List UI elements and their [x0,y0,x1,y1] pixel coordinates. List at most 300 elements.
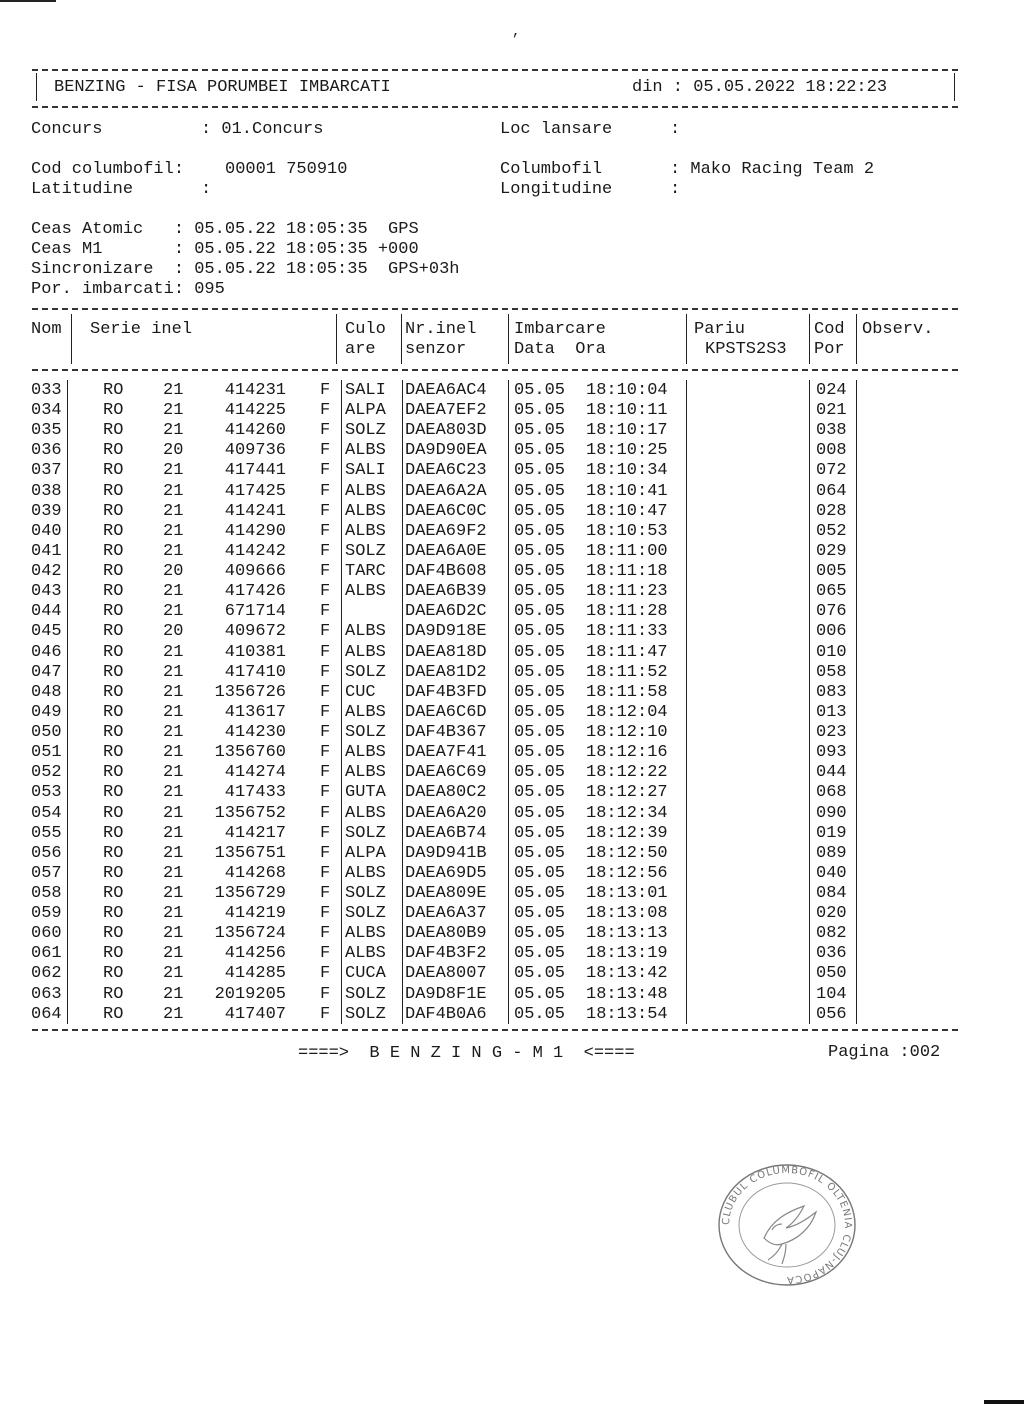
cell-time: 18:11:18 [586,562,668,581]
cell-time: 18:12:34 [586,804,668,823]
cell-color: TARC [345,562,386,581]
columbofil-label: Columbofil [500,160,603,179]
cell-country: RO [103,904,124,923]
cell-year: 21 [163,461,184,480]
cell-year: 21 [163,864,184,883]
cell-cod-por: 005 [816,562,847,581]
cell-time: 18:11:52 [586,663,668,682]
cell-color: ALBS [345,703,386,722]
club-seal-stamp [712,1160,862,1290]
cell-ring: 414242 [224,542,286,561]
cell-date: 05.05 [514,502,566,521]
cell-ring: 414290 [224,522,286,541]
table-row [0,482,1024,502]
cell-color: SOLZ [345,985,386,1004]
longitudine-value: : [670,180,681,199]
cell-country: RO [103,502,124,521]
cell-nom: 049 [31,703,62,722]
table-row [0,703,1024,723]
cell-country: RO [103,743,124,762]
cell-nom: 061 [31,944,62,963]
header-top-border [32,69,958,71]
cell-nom: 035 [31,421,62,440]
col-header-observ: Observ. [862,320,934,339]
cell-ring: 1356752 [214,804,286,823]
cell-year: 21 [163,985,184,1004]
table-row [0,461,1024,481]
cell-nom: 057 [31,864,62,883]
cell-ring: 414225 [224,401,286,420]
cell-year: 21 [163,1005,184,1024]
cell-sex: F [320,381,331,400]
cell-sensor: DAEA69F2 [405,522,487,541]
cell-time: 18:12:50 [586,844,668,863]
cell-country: RO [103,924,124,943]
cell-time: 18:12:10 [586,723,668,742]
table-row [0,381,1024,401]
page-number: Pagina :002 [828,1043,941,1062]
cell-color: SOLZ [345,1005,386,1024]
cell-color: SOLZ [345,723,386,742]
cell-sex: F [320,622,331,641]
cell-country: RO [103,643,124,662]
cell-date: 05.05 [514,904,566,923]
cell-nom: 054 [31,804,62,823]
cell-country: RO [103,542,124,561]
table-row [0,522,1024,542]
cell-sensor: DA9D90EA [405,441,487,460]
cell-date: 05.05 [514,542,566,561]
cell-country: RO [103,441,124,460]
columbofil-value: : Mako Racing Team 2 [670,160,875,179]
cell-ring: 409666 [224,562,286,581]
cell-year: 21 [163,502,184,521]
cell-sensor: DAEA80B9 [405,924,487,943]
concurs-value: : 01.Concurs [201,120,324,139]
cell-sex: F [320,763,331,782]
cell-color: ALBS [345,502,386,521]
cell-country: RO [103,763,124,782]
cell-date: 05.05 [514,381,566,400]
cell-nom: 055 [31,824,62,843]
cell-ring: 417426 [224,582,286,601]
cell-sex: F [320,924,331,943]
cell-nom: 063 [31,985,62,1004]
col-header-por: Por [814,340,845,359]
cell-sensor: DA9D918E [405,622,487,641]
cell-date: 05.05 [514,924,566,943]
cell-cod-por: 076 [816,602,847,621]
cell-sensor: DAF4B0A6 [405,1005,487,1024]
cell-date: 05.05 [514,421,566,440]
col-header-culoare-1: Culo [345,320,386,339]
porumbei-imbarcati: Por. imbarcati: 095 [31,280,225,299]
table-row [0,884,1024,904]
table-row [0,763,1024,783]
cell-sensor: DAEA6B39 [405,582,487,601]
cell-country: RO [103,723,124,742]
cell-year: 21 [163,904,184,923]
cell-nom: 043 [31,582,62,601]
cell-ring: 414219 [224,904,286,923]
cell-sensor: DAEA6D2C [405,602,487,621]
cell-country: RO [103,582,124,601]
cell-sensor: DAEA809E [405,884,487,903]
table-row [0,502,1024,522]
col-header-culoare-2: are [345,340,376,359]
table-row [0,542,1024,562]
cell-cod-por: 089 [816,844,847,863]
cell-cod-por: 044 [816,763,847,782]
cell-date: 05.05 [514,582,566,601]
cell-time: 18:10:53 [586,522,668,541]
cell-time: 18:11:28 [586,602,668,621]
cell-country: RO [103,401,124,420]
cell-cod-por: 050 [816,964,847,983]
cell-time: 18:12:16 [586,743,668,762]
cell-nom: 039 [31,502,62,521]
table-row [0,985,1024,1005]
cell-nom: 047 [31,663,62,682]
cell-sex: F [320,542,331,561]
cell-color: ALBS [345,582,386,601]
table-row [0,643,1024,663]
cell-time: 18:11:33 [586,622,668,641]
cell-time: 18:11:47 [586,643,668,662]
col-header-pariu: Pariu [694,320,746,339]
col-header-data-ora: Data Ora [514,340,606,359]
scan-speck: , [512,24,521,40]
table-row [0,904,1024,924]
cell-year: 20 [163,562,184,581]
cell-country: RO [103,482,124,501]
cell-country: RO [103,683,124,702]
cell-ring: 1356751 [214,844,286,863]
cell-country: RO [103,663,124,682]
cell-ring: 414268 [224,864,286,883]
cell-cod-por: 068 [816,783,847,802]
cell-nom: 064 [31,1005,62,1024]
cell-color: ALBS [345,441,386,460]
cell-cod-por: 056 [816,1005,847,1024]
cell-nom: 045 [31,622,62,641]
cell-ring: 414241 [224,502,286,521]
cell-time: 18:12:04 [586,703,668,722]
cell-date: 05.05 [514,622,566,641]
cell-ring: 414260 [224,421,286,440]
cell-color: GUTA [345,783,386,802]
table-top-border [32,308,958,310]
cell-color: SOLZ [345,904,386,923]
cell-time: 18:12:27 [586,783,668,802]
cell-sex: F [320,663,331,682]
col-sep-header [508,314,509,364]
cell-sex: F [320,643,331,662]
cell-time: 18:13:13 [586,924,668,943]
col-sep-header [686,314,687,364]
cell-cod-por: 010 [816,643,847,662]
cell-sensor: DAEA7F41 [405,743,487,762]
cell-nom: 033 [31,381,62,400]
col-sep-header [401,314,402,364]
table-row [0,602,1024,622]
cell-nom: 046 [31,643,62,662]
cell-date: 05.05 [514,884,566,903]
longitudine-label: Longitudine [500,180,613,199]
table-row [0,421,1024,441]
cell-ring: 414230 [224,723,286,742]
table-row [0,924,1024,944]
cell-sensor: DAEA6B74 [405,824,487,843]
cell-color: ALBS [345,864,386,883]
table-row [0,562,1024,582]
table-row [0,401,1024,421]
scan-edge-line [0,0,56,2]
cell-sex: F [320,884,331,903]
cell-sensor: DAEA6A37 [405,904,487,923]
cell-year: 21 [163,643,184,662]
table-row [0,804,1024,824]
cell-sex: F [320,401,331,420]
cell-year: 21 [163,884,184,903]
cell-sex: F [320,904,331,923]
cell-nom: 056 [31,844,62,863]
cell-color: ALPA [345,844,386,863]
cell-color: SOLZ [345,542,386,561]
cell-nom: 048 [31,683,62,702]
cell-sex: F [320,1005,331,1024]
cell-date: 05.05 [514,461,566,480]
cell-cod-por: 024 [816,381,847,400]
table-row [0,944,1024,964]
cell-year: 21 [163,703,184,722]
cell-sensor: DA9D8F1E [405,985,487,1004]
cell-cod-por: 052 [816,522,847,541]
cell-nom: 036 [31,441,62,460]
cell-sensor: DAEA8007 [405,964,487,983]
cell-ring: 414231 [224,381,286,400]
cell-cod-por: 021 [816,401,847,420]
table-row [0,844,1024,864]
cell-year: 21 [163,824,184,843]
cell-nom: 058 [31,884,62,903]
cell-country: RO [103,783,124,802]
cell-nom: 059 [31,904,62,923]
cell-year: 21 [163,482,184,501]
table-bottom-border [32,1029,958,1031]
cell-ring: 417441 [224,461,286,480]
cell-ring: 1356729 [214,884,286,903]
cell-sensor: DAF4B3F2 [405,944,487,963]
cell-time: 18:13:42 [586,964,668,983]
cell-sex: F [320,703,331,722]
table-row [0,1005,1024,1025]
cell-cod-por: 036 [816,944,847,963]
cell-cod-por: 028 [816,502,847,521]
cell-time: 18:10:11 [586,401,668,420]
cell-year: 21 [163,964,184,983]
cell-sex: F [320,602,331,621]
cell-year: 20 [163,622,184,641]
cell-sensor: DAF4B3FD [405,683,487,702]
cell-ring: 414217 [224,824,286,843]
col-header-kpsts: KPSTS2S3 [705,340,787,359]
cell-sensor: DAEA6C6D [405,703,487,722]
cell-sensor: DAF4B367 [405,723,487,742]
cell-cod-por: 029 [816,542,847,561]
header-bottom-border [32,106,958,108]
cell-time: 18:10:47 [586,502,668,521]
table-row [0,683,1024,703]
cell-year: 21 [163,401,184,420]
cell-color: CUC [345,683,376,702]
cell-country: RO [103,964,124,983]
cell-cod-por: 065 [816,582,847,601]
table-row [0,964,1024,984]
cell-ring: 410381 [224,643,286,662]
cell-sex: F [320,985,331,1004]
cell-country: RO [103,461,124,480]
table-row [0,743,1024,763]
col-header-nom: Nom [31,320,62,339]
cell-nom: 062 [31,964,62,983]
cell-year: 21 [163,582,184,601]
cell-cod-por: 023 [816,723,847,742]
cell-cod-por: 013 [816,703,847,722]
cell-sex: F [320,582,331,601]
cell-color: ALBS [345,924,386,943]
cell-time: 18:12:22 [586,763,668,782]
col-sep-header [336,314,337,364]
cell-color: ALBS [345,743,386,762]
cell-date: 05.05 [514,602,566,621]
cell-time: 18:11:58 [586,683,668,702]
col-sep-header [809,314,810,364]
cell-date: 05.05 [514,683,566,702]
cell-time: 18:11:23 [586,582,668,601]
cell-color: SOLZ [345,824,386,843]
cell-date: 05.05 [514,844,566,863]
cell-sex: F [320,421,331,440]
cell-cod-por: 082 [816,924,847,943]
cell-sensor: DAEA6A0E [405,542,487,561]
cell-time: 18:12:56 [586,864,668,883]
cell-sensor: DAEA818D [405,643,487,662]
cell-date: 05.05 [514,643,566,662]
table-row [0,864,1024,884]
cell-country: RO [103,602,124,621]
cell-cod-por: 038 [816,421,847,440]
footer-banner: ====> B E N Z I N G - M 1 <==== [298,1044,635,1063]
col-sep-header [71,314,72,364]
cell-color: SOLZ [345,663,386,682]
cell-country: RO [103,944,124,963]
cell-year: 21 [163,663,184,682]
col-header-nrinel: Nr.inel [405,320,477,339]
cell-time: 18:13:48 [586,985,668,1004]
cell-date: 05.05 [514,441,566,460]
dove-icon [764,1206,816,1264]
cell-sex: F [320,944,331,963]
cell-date: 05.05 [514,824,566,843]
cell-ring: 671714 [224,602,286,621]
cell-color: SOLZ [345,884,386,903]
cell-cod-por: 072 [816,461,847,480]
cell-date: 05.05 [514,944,566,963]
cell-color: SOLZ [345,421,386,440]
cell-sex: F [320,824,331,843]
cell-time: 18:10:41 [586,482,668,501]
cell-cod-por: 006 [816,622,847,641]
concurs-label: Concurs [31,120,103,139]
cell-date: 05.05 [514,401,566,420]
cell-country: RO [103,884,124,903]
cell-ring: 409672 [224,622,286,641]
col-header-cod: Cod [814,320,845,339]
cod-columbofil-label: Cod columbofil: [31,160,185,179]
cell-cod-por: 084 [816,884,847,903]
cell-nom: 044 [31,602,62,621]
col-header-imbarcare: Imbarcare [514,320,606,339]
cell-nom: 052 [31,763,62,782]
cell-color: ALBS [345,522,386,541]
sincronizare: Sincronizare : 05.05.22 18:05:35 GPS+03h [31,260,460,279]
cell-year: 21 [163,763,184,782]
cell-time: 18:10:25 [586,441,668,460]
cell-sensor: DAF4B608 [405,562,487,581]
cell-sex: F [320,522,331,541]
cell-country: RO [103,824,124,843]
cod-columbofil-value: 00001 750910 [225,160,348,179]
loc-lansare-label: Loc lansare [500,120,613,139]
cell-sex: F [320,723,331,742]
table-row [0,622,1024,642]
scan-edge-mark [984,1400,1024,1404]
cell-nom: 042 [31,562,62,581]
cell-nom: 053 [31,783,62,802]
cell-date: 05.05 [514,522,566,541]
cell-ring: 1356724 [214,924,286,943]
cell-nom: 034 [31,401,62,420]
cell-cod-por: 020 [816,904,847,923]
cell-ring: 417407 [224,1005,286,1024]
table-row [0,824,1024,844]
cell-sex: F [320,502,331,521]
cell-color: ALBS [345,944,386,963]
cell-date: 05.05 [514,723,566,742]
cell-date: 05.05 [514,985,566,1004]
cell-sensor: DAEA69D5 [405,864,487,883]
cell-cod-por: 040 [816,864,847,883]
cell-color: ALBS [345,643,386,662]
cell-color: ALBS [345,763,386,782]
cell-time: 18:13:19 [586,944,668,963]
cell-ring: 414256 [224,944,286,963]
cell-sex: F [320,864,331,883]
cell-date: 05.05 [514,663,566,682]
cell-country: RO [103,703,124,722]
cell-ring: 413617 [224,703,286,722]
cell-cod-por: 064 [816,482,847,501]
cell-cod-por: 093 [816,743,847,762]
cell-country: RO [103,864,124,883]
cell-nom: 040 [31,522,62,541]
col-header-serie-inel: Serie inel [90,320,193,339]
cell-country: RO [103,622,124,641]
cell-sex: F [320,804,331,823]
cell-time: 18:12:39 [586,824,668,843]
cell-year: 21 [163,844,184,863]
